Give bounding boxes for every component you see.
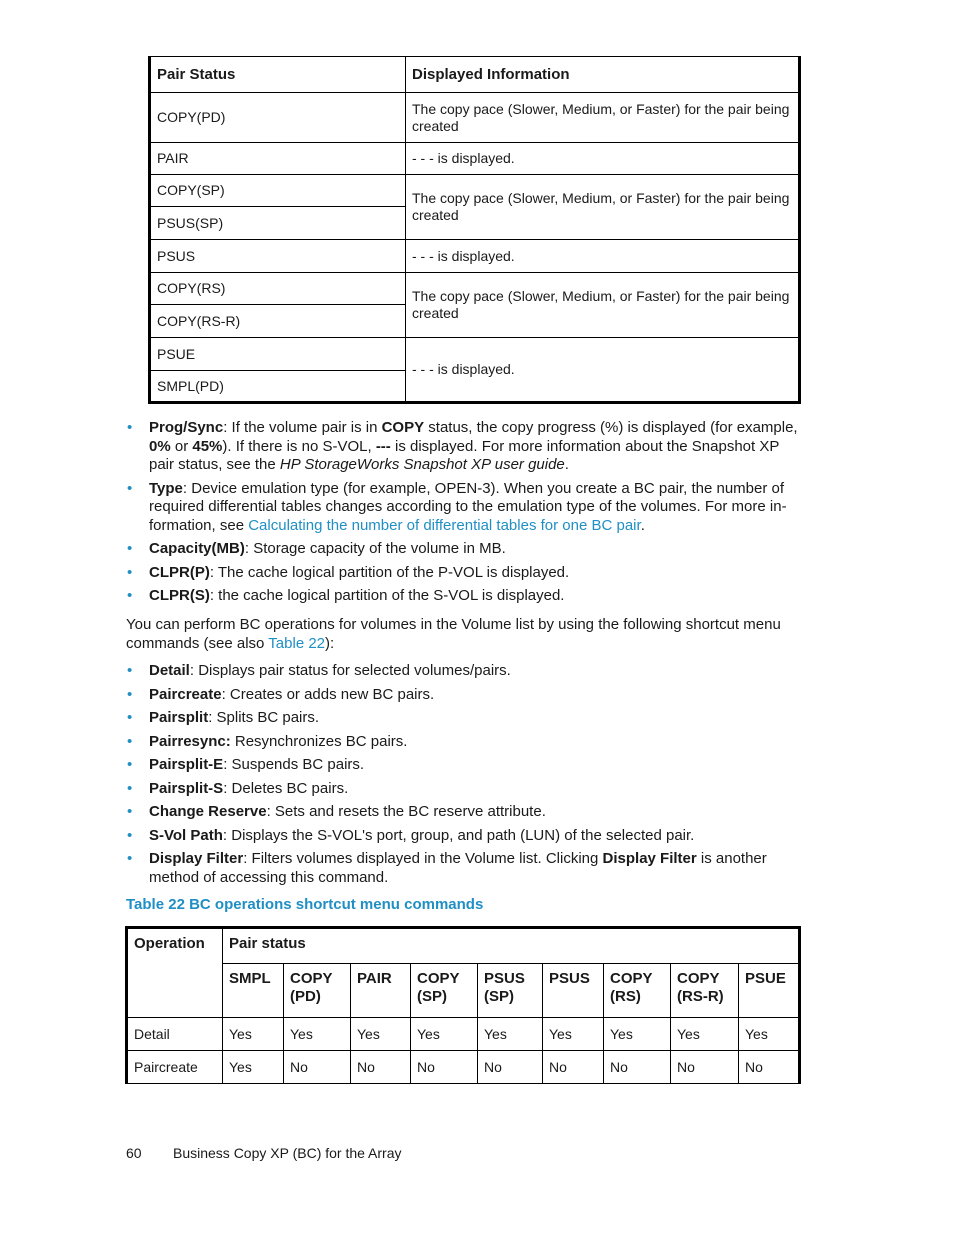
item-text: . xyxy=(564,456,569,473)
command-term: Display Filter xyxy=(149,850,244,867)
command-term: Pairsplit-S xyxy=(149,779,224,797)
col-header: COPY (RS-R) xyxy=(671,964,739,1018)
list-item-display-filter xyxy=(126,850,802,887)
cell-status: COPY(RS) xyxy=(150,273,406,305)
command-term: Pairsplit xyxy=(149,709,209,726)
item-text: : Displays pair status for selected volumes/pairs. xyxy=(189,662,511,679)
page-footer xyxy=(126,1145,402,1161)
list-item xyxy=(126,780,802,799)
list-item xyxy=(126,709,802,728)
item-text: : Creates or adds new BC pairs. xyxy=(221,685,435,703)
table-row xyxy=(150,273,800,305)
term-clpr-s: CLPR(S) xyxy=(149,587,210,604)
list-item-clpr-p xyxy=(126,564,802,583)
table-row xyxy=(150,93,800,143)
link-table-22[interactable]: Table 22 xyxy=(268,635,326,652)
table-header-row xyxy=(150,57,800,93)
table-row xyxy=(150,143,800,175)
shortcut-menu-paragraph xyxy=(126,615,802,653)
item-text: status, the copy progress (%) is displayed (for example, xyxy=(424,419,798,436)
cell-status: SMPL(PD) xyxy=(150,371,406,403)
item-text: : Splits BC pairs. xyxy=(208,709,320,726)
cell-value: Yes xyxy=(543,1018,604,1051)
bold-dashes: --- xyxy=(375,437,391,455)
bold-display-filter: Display Filter xyxy=(602,850,697,867)
cell-info: The copy pace (Slower, Medium, or Faster) for the pair being created xyxy=(406,175,800,240)
cell-value: Yes xyxy=(604,1018,671,1051)
cell-value: No xyxy=(604,1051,671,1084)
item-text: : Sets and resets the BC reserve attribute. xyxy=(266,803,546,820)
header-pair-status: Pair status xyxy=(223,928,800,964)
page-number: 60 xyxy=(126,1145,142,1161)
cell-info: - - - is displayed. xyxy=(406,338,800,403)
cell-status: PAIR xyxy=(150,143,406,175)
command-term: Detail xyxy=(149,662,190,679)
cell-info: - - - is displayed. xyxy=(406,143,800,175)
bc-operations-table xyxy=(125,926,801,1084)
shortcut-command-list xyxy=(126,662,802,887)
term-prog-sync: Prog/Sync xyxy=(149,419,224,436)
table-header-row xyxy=(127,928,800,964)
col-header: COPY (SP) xyxy=(411,964,478,1018)
header-operation: Operation xyxy=(127,928,223,1018)
col-header: SMPL xyxy=(223,964,284,1018)
command-term: Paircreate xyxy=(149,685,222,703)
table-row xyxy=(127,1051,800,1084)
cell-operation: Detail xyxy=(127,1018,223,1051)
cell-value: Yes xyxy=(478,1018,543,1051)
item-text: ). If there is no S-VOL, xyxy=(222,437,376,455)
cell-value: No xyxy=(478,1051,543,1084)
cell-value: Yes xyxy=(223,1018,284,1051)
cell-value: No xyxy=(739,1051,800,1084)
item-text: : Deletes BC pairs. xyxy=(223,779,349,797)
column-description-list xyxy=(126,419,802,606)
cell-status: COPY(PD) xyxy=(150,93,406,143)
col-header: COPY (PD) xyxy=(284,964,351,1018)
item-text: is displayed. For more information about the Snapshot XP pair status, see the xyxy=(149,437,780,473)
item-text: or xyxy=(170,437,193,455)
col-header: PAIR xyxy=(351,964,411,1018)
cell-status: PSUS xyxy=(150,240,406,273)
link-differential-tables[interactable]: Calculating the number of differential tables for one BC pair xyxy=(248,516,641,534)
bold-45-pct: 45% xyxy=(192,437,223,455)
footer-title: Business Copy XP (BC) for the Array xyxy=(173,1145,402,1161)
cell-value: No xyxy=(543,1051,604,1084)
item-text: . xyxy=(640,516,645,534)
cell-status: PSUS(SP) xyxy=(150,207,406,240)
item-text: is another method of accessing this command. xyxy=(149,850,767,886)
cell-info: The copy pace (Slower, Medium, or Faster) for the pair being created xyxy=(406,93,800,143)
table-row xyxy=(150,175,800,207)
item-text: Resynchronizes BC pairs. xyxy=(230,732,408,750)
item-text: : Filters volumes displayed in the Volume list. Clicking xyxy=(243,850,603,867)
cell-value: Yes xyxy=(223,1051,284,1084)
list-item-capacity xyxy=(126,540,802,559)
cell-info: - - - is displayed. xyxy=(406,240,800,273)
item-text: : Suspends BC pairs. xyxy=(223,756,365,773)
col-header: PSUS xyxy=(543,964,604,1018)
table-row xyxy=(150,240,800,273)
bold-copy: COPY xyxy=(381,419,425,436)
table-row xyxy=(150,338,800,371)
cell-value: No xyxy=(351,1051,411,1084)
table-row xyxy=(127,1018,800,1051)
list-item-clpr-s xyxy=(126,587,802,606)
bold-zero-pct: 0% xyxy=(149,437,171,455)
item-text: : Storage capacity of the volume in MB. xyxy=(244,540,506,557)
command-term: Pairsplit-E xyxy=(149,756,224,773)
cell-status: PSUE xyxy=(150,338,406,371)
cell-status: COPY(SP) xyxy=(150,175,406,207)
term-clpr-p: CLPR(P) xyxy=(149,563,210,581)
list-item-prog-sync xyxy=(126,419,802,475)
list-item xyxy=(126,733,802,752)
pair-status-table xyxy=(148,56,801,404)
cell-value: Yes xyxy=(739,1018,800,1051)
cell-value: No xyxy=(284,1051,351,1084)
command-term: S-Vol Path xyxy=(149,826,223,844)
cell-value: Yes xyxy=(351,1018,411,1051)
header-displayed-info: Displayed Information xyxy=(406,57,800,93)
cell-status: COPY(RS-R) xyxy=(150,305,406,338)
command-term: Change Reserve xyxy=(149,803,267,820)
item-text: : the cache logical partition of the S-VOL is displayed. xyxy=(209,587,565,604)
guide-title: HP StorageWorks Snapshot XP user guide xyxy=(279,456,565,473)
para-text: ): xyxy=(325,635,335,652)
col-header: PSUE xyxy=(739,964,800,1018)
list-item-type xyxy=(126,480,802,536)
item-text: : Device emulation type (for example, OPEN-3). When you create a BC pair, the number of required differential tables changes according to the emulation type of the volumes. For more in-formation, see xyxy=(149,479,787,534)
cell-value: Yes xyxy=(284,1018,351,1051)
header-pair-status: Pair Status xyxy=(150,57,406,93)
table-subheader-row xyxy=(127,964,800,1018)
cell-value: No xyxy=(671,1051,739,1084)
list-item xyxy=(126,662,802,681)
list-item xyxy=(126,803,802,822)
cell-info: The copy pace (Slower, Medium, or Faster) for the pair being created xyxy=(406,273,800,338)
cell-operation: Paircreate xyxy=(127,1051,223,1084)
item-text: : The cache logical partition of the P-VOL is displayed. xyxy=(209,563,570,581)
term-type: Type xyxy=(149,479,183,497)
item-text: : If the volume pair is in xyxy=(223,419,382,436)
col-header: PSUS (SP) xyxy=(478,964,543,1018)
cell-value: No xyxy=(411,1051,478,1084)
col-header: COPY (RS) xyxy=(604,964,671,1018)
cell-value: Yes xyxy=(671,1018,739,1051)
item-text: : Displays the S-VOL's port, group, and path (LUN) of the selected pair. xyxy=(222,826,695,844)
table-caption: Table 22 BC operations shortcut menu commands xyxy=(126,896,484,913)
cell-value: Yes xyxy=(411,1018,478,1051)
list-item xyxy=(126,827,802,846)
list-item xyxy=(126,756,802,775)
list-item xyxy=(126,686,802,705)
term-capacity: Capacity(MB) xyxy=(149,540,245,557)
command-term: Pairresync: xyxy=(149,732,231,750)
para-text: You can perform BC operations for volumes in the Volume list by using the following shortcut menu commands (see also xyxy=(126,616,781,652)
